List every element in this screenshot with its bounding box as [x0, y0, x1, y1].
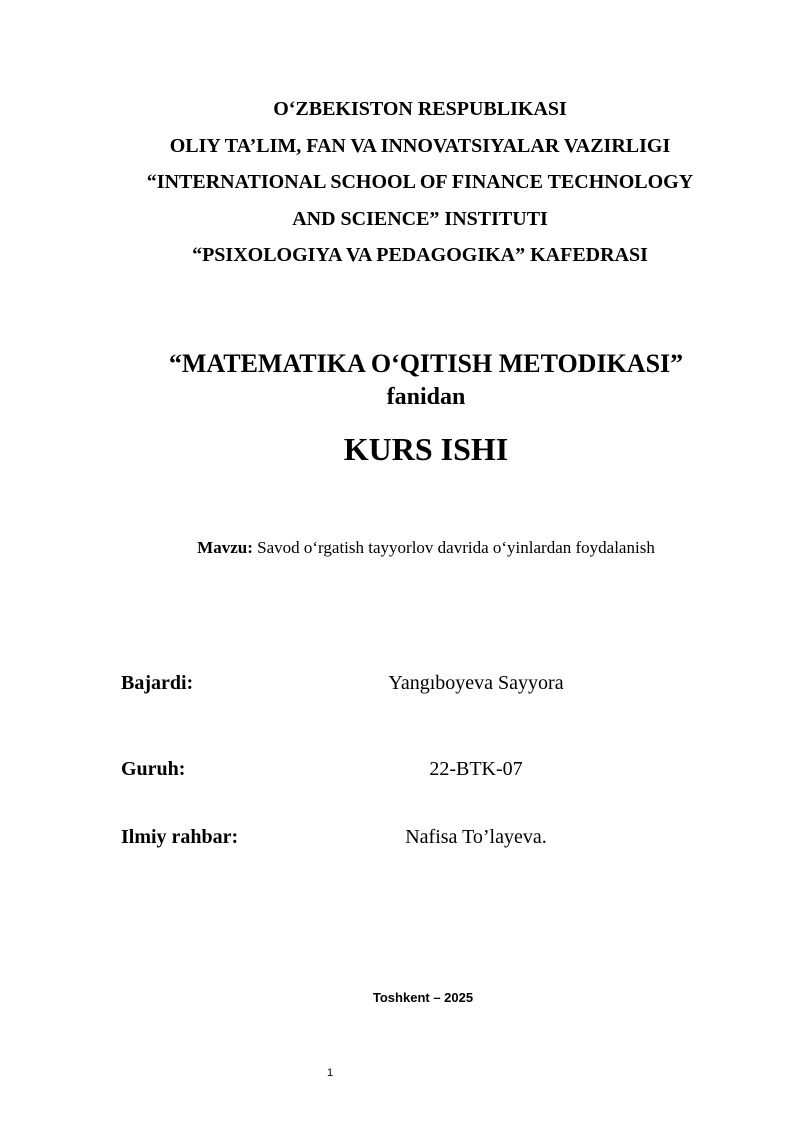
performer-value: Yangıboyeva Sayyora — [388, 672, 564, 694]
page-number: 1 — [326, 1067, 334, 1079]
header-line-institute-suffix: AND SCIENCE” INSTITUTI — [292, 207, 548, 230]
place-and-year: Toshkent – 2025 — [372, 990, 474, 1005]
topic-label: Mavzu: — [197, 538, 253, 557]
document-type-heading: KURS ISHI — [343, 431, 509, 467]
supervisor-value: Nafisa To’layeva. — [405, 826, 547, 848]
topic-line — [40, 536, 800, 560]
supervisor-label: Ilmiy rahbar: — [121, 826, 239, 848]
topic-text: Savod o‘rgatish tayyorlov davrida o‘yinlardan foydalanish — [252, 538, 655, 557]
performer-row — [0, 668, 800, 698]
header-line-ministry: OLIY TA’LIM, FAN VA INNOVATSIYALAR VAZIRLIGI — [169, 134, 671, 157]
group-row — [0, 754, 800, 784]
performer-label: Bajardi: — [121, 672, 194, 694]
subject-title: “MATEMATIKA O‘QITISH METODIKASI” — [168, 349, 684, 378]
institution-header — [40, 91, 800, 274]
supervisor-row — [0, 822, 800, 852]
group-label: Guruh: — [121, 758, 186, 780]
group-value: 22-BTK-07 — [429, 758, 523, 780]
header-line-institute-name: “INTERNATIONAL SCHOOL OF FINANCE TECHNOLOGY — [146, 171, 694, 194]
header-line-country: O‘ZBEKISTON RESPUBLIKASI — [273, 98, 567, 120]
header-line-department: “PSIXOLOGIYA VA PEDAGOGIKA” KAFEDRASI — [192, 244, 648, 267]
subject-suffix: fanidan — [386, 384, 466, 410]
